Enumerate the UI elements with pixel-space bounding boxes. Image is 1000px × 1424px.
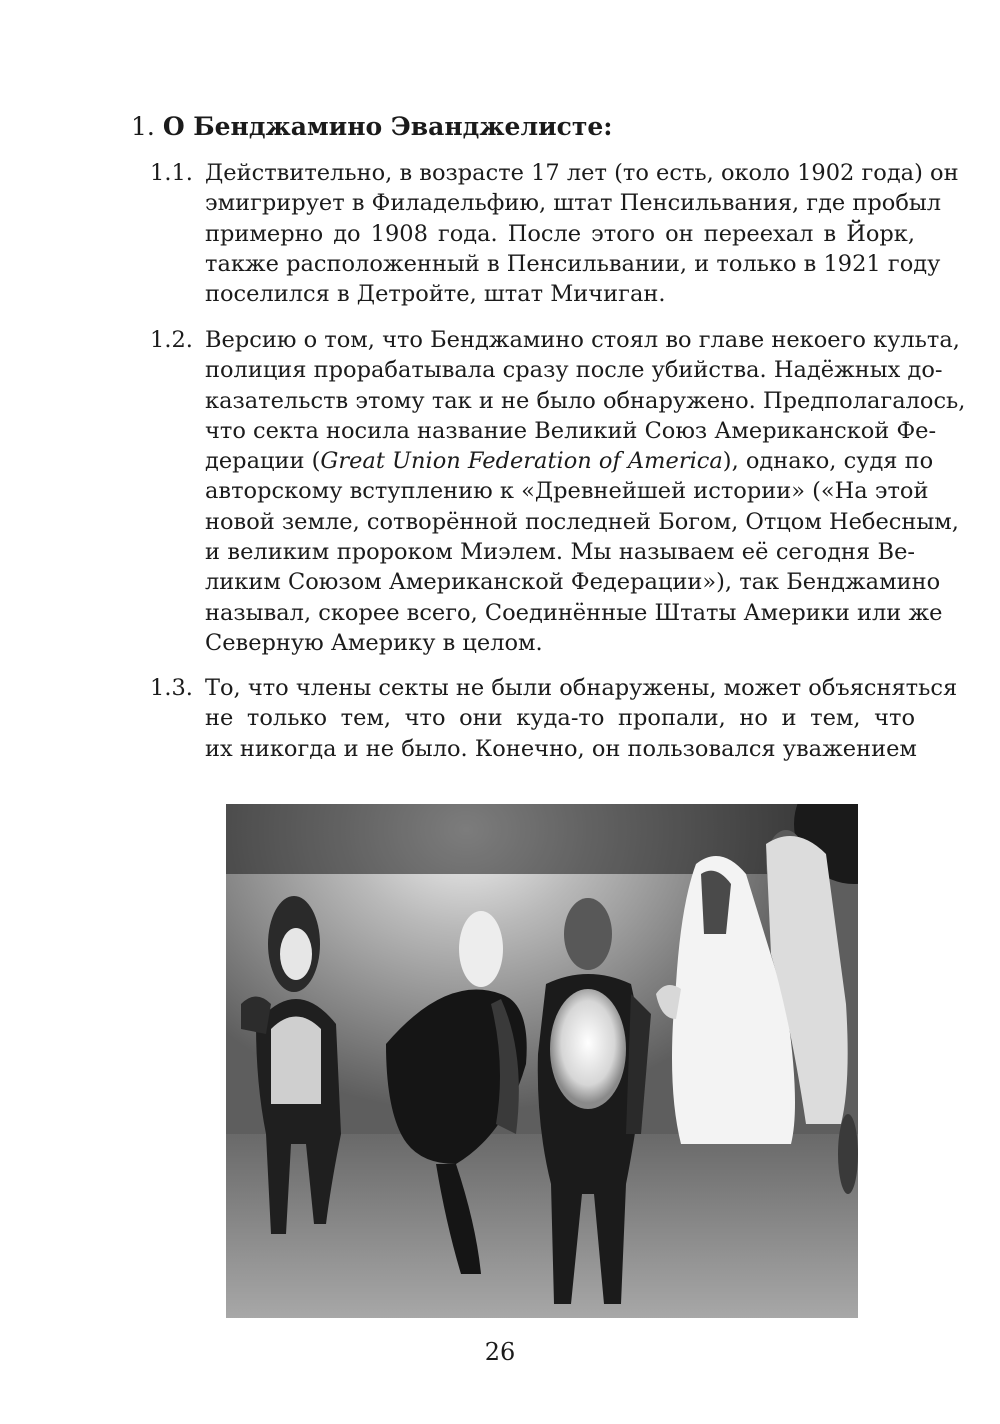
italic-phrase: Great Union Federation of America	[320, 448, 723, 475]
text-line: Действительно, в возрасте 17 лет (то есть, около 1902 года) он	[205, 160, 959, 186]
text-line: Северную Америку в целом.	[205, 629, 543, 656]
text-line: То, что члены секты не были обнаружены, может объясняться	[205, 675, 958, 701]
text-line: также расположенный в Пенсильвании, и только в 1921 году	[205, 250, 941, 277]
subsection-text	[205, 158, 959, 309]
text-line: казательств этому так и не было обнаружено. Предполагалось,	[205, 387, 966, 414]
text-line: не только тем, что они куда-то пропали, но и тем, что	[205, 705, 915, 732]
subsection-1-1	[150, 158, 959, 309]
text-line-with-italic: дерации (Great Union Federation of America), однако, судя по	[205, 448, 934, 475]
text-line: эмигрирует в Филадельфию, штат Пенсильвания, где пробыл	[205, 190, 942, 217]
text-line: называл, скорее всего, Соединённые Штаты Америки или же	[205, 599, 943, 626]
heading-title: О Бенджамино Эванджелисте:	[162, 112, 613, 141]
subsection-number: 1.1.	[150, 160, 193, 186]
section-heading	[131, 110, 612, 144]
text-line: новой земле, сотворённой последней Богом, Отцом Небесным,	[205, 508, 959, 535]
page-number: 26	[484, 1338, 516, 1366]
text-line: и великим пророком Миэлем. Мы называем её сегодня Ве-	[205, 539, 915, 566]
heading-number: 1.	[131, 112, 155, 141]
text-line: поселился в Детройте, штат Мичиган.	[205, 281, 666, 308]
subsection-1-2	[150, 325, 966, 658]
text-line: что секта носила название Великий Союз Американской Фе-	[205, 417, 937, 444]
text-line: Версию о том, что Бенджамино стоял во главе некоего культа,	[205, 327, 960, 353]
subsection-text	[205, 673, 958, 764]
text-line: примерно до 1908 года. После этого он переехал в Йорк,	[205, 220, 915, 247]
subsection-number: 1.2.	[150, 327, 193, 353]
subsection-text	[205, 325, 966, 658]
subsection-1-3	[150, 673, 958, 764]
text-line: полиция прорабатывала сразу после убийства. Надёжных до-	[205, 357, 943, 384]
subsection-number: 1.3.	[150, 675, 193, 701]
text-line: их никогда и не было. Конечно, он пользовался уважением	[205, 735, 917, 762]
text-line: ликим Союзом Американской Федерации»), так Бенджамино	[205, 569, 941, 596]
effigies-photograph	[226, 804, 858, 1318]
text-line: авторскому вступлению к «Древнейшей истории» («На этой	[205, 478, 929, 505]
